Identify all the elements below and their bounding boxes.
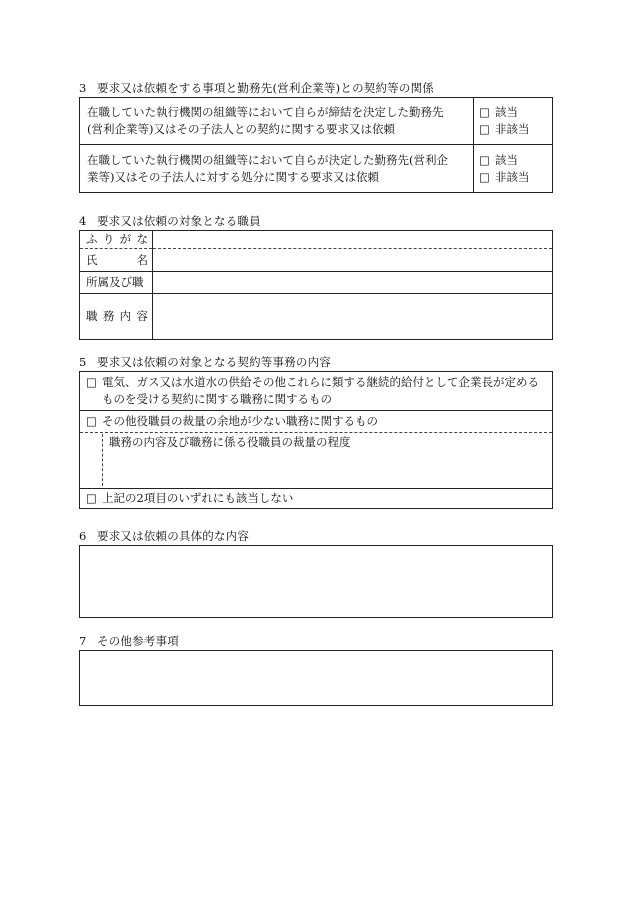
choice-applicable[interactable] (479, 152, 548, 169)
choice-not-applicable-label: 非該当 (495, 122, 530, 136)
none-applicable-cell (80, 489, 553, 509)
section6-title: 要求又は依頼の具体的な内容 (97, 529, 250, 543)
affiliation-row (80, 272, 553, 294)
other-notes-input[interactable] (79, 650, 553, 706)
section7-heading (79, 634, 179, 648)
section6-number: 6 (79, 529, 87, 543)
contract-relation-row (80, 98, 553, 145)
employee-table (79, 230, 553, 340)
checkbox-icon[interactable]: □ (479, 105, 490, 119)
section4-table-wrap (79, 230, 553, 340)
section5-number: 5 (79, 355, 87, 369)
duties-row (80, 294, 553, 340)
disposition-relation-line1: 在職していた執行機関の組織等において自らが決定した勤務先(営利企 (87, 152, 448, 167)
discretion-detail-cell (80, 433, 553, 489)
section7-title: その他参考事項 (97, 634, 179, 648)
name-input[interactable] (153, 249, 553, 272)
checkbox-icon[interactable]: □ (479, 122, 490, 136)
choice-applicable-label: 該当 (495, 105, 518, 119)
contract-relation-table (79, 97, 553, 193)
choice-applicable-label: 該当 (495, 152, 518, 167)
furigana-input[interactable] (153, 231, 553, 249)
checkbox-icon[interactable]: □ (86, 414, 97, 428)
low-discretion-cell (80, 411, 553, 433)
contract-relation-line1: 在職していた執行機関の組織等において自らが締結を決定した勤務先 (87, 105, 444, 119)
continuous-supply-line2: ものを受ける契約に関する職務に関するもの (102, 392, 332, 406)
discretion-detail-input[interactable] (102, 434, 546, 486)
section4-number: 4 (79, 214, 87, 228)
disposition-relation-choices (474, 145, 553, 193)
choice-applicable[interactable] (479, 104, 548, 121)
checkbox-icon[interactable]: □ (86, 491, 97, 505)
continuous-supply-row (80, 372, 553, 411)
disposition-relation-text (80, 145, 474, 193)
name-row (80, 249, 553, 272)
section5-heading (79, 355, 331, 369)
section3-table-wrap (79, 97, 553, 193)
section3-number: 3 (79, 81, 87, 95)
continuous-supply-cell (80, 372, 553, 411)
affiliation-input[interactable] (153, 272, 553, 294)
none-applicable-row (80, 489, 553, 509)
duties-label: 職 務 内 容 (80, 294, 153, 340)
section3-heading (79, 81, 434, 95)
discretion-detail-label: 職務の内容及び職務に係る役職員の裁量の程度 (109, 435, 351, 449)
none-applicable-label: 上記の2項目のいずれにも該当しない (102, 491, 294, 505)
section4-title: 要求又は依頼の対象となる職員 (97, 214, 261, 228)
furigana-label: ふ り が な (80, 231, 153, 249)
specific-content-input[interactable] (79, 545, 553, 618)
contract-relation-choices (474, 98, 553, 145)
low-discretion-row (80, 411, 553, 433)
choice-not-applicable-label: 非該当 (495, 169, 530, 184)
contract-relation-line2: (営利企業等)又はその子法人との契約に関する要求又は依頼 (87, 122, 395, 136)
low-discretion-label: その他役職員の裁量の余地が少ない職務に関するもの (102, 414, 378, 428)
section3-title: 要求又は依頼をする事項と勤務先(営利企業等)との契約等の関係 (97, 81, 434, 95)
section4-heading (79, 214, 261, 228)
discretion-detail-row (80, 433, 553, 489)
contract-relation-text (80, 98, 474, 145)
name-label: 氏 名 (80, 249, 153, 272)
choice-not-applicable[interactable] (479, 121, 548, 138)
disposition-relation-line2: 業等)又はその子法人に対する処分に関する要求又は依頼 (87, 169, 379, 184)
section6-heading (79, 529, 249, 543)
section5-title: 要求又は依頼の対象となる契約等事務の内容 (97, 355, 331, 369)
contract-affairs-table (79, 371, 553, 509)
section7-number: 7 (79, 634, 87, 648)
choice-not-applicable[interactable] (479, 169, 548, 186)
affiliation-label: 所属及び職 (80, 272, 153, 294)
checkbox-icon[interactable]: □ (479, 169, 490, 184)
duties-input[interactable] (153, 294, 553, 340)
section5-table-wrap (79, 371, 553, 509)
continuous-supply-line1: 電気、ガス又は水道水の供給その他これらに類する継続的給付として企業長が定める (102, 375, 539, 389)
furigana-row (80, 231, 553, 249)
checkbox-icon[interactable]: □ (479, 152, 490, 167)
disposition-relation-row (80, 145, 553, 193)
checkbox-icon[interactable]: □ (86, 375, 97, 389)
